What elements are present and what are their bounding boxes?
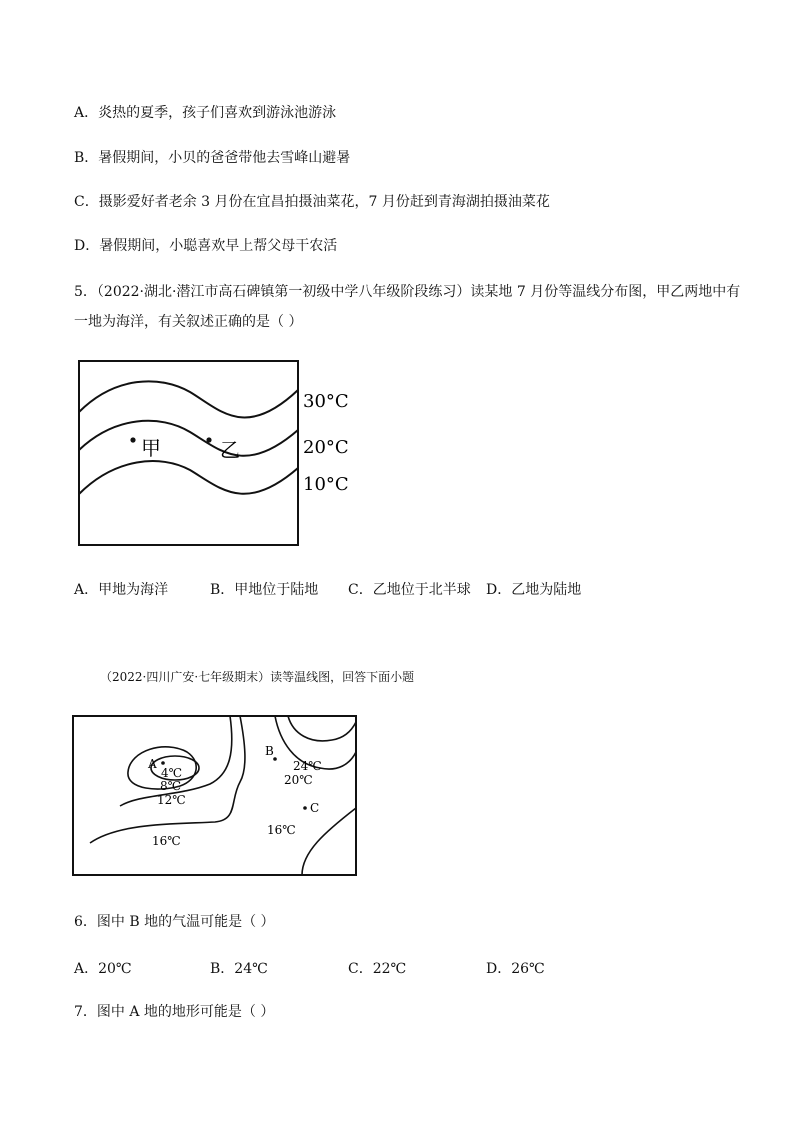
- q4-option-d: D．暑假期间，小聪喜欢早上帮父母干农活: [74, 238, 338, 254]
- group-isotherm-16-east: [302, 808, 356, 875]
- group-intro: （2022·四川广安·七年级期末）读等温线图，回答下面小题: [100, 670, 415, 684]
- group-label-16-west: 16℃: [152, 834, 181, 848]
- group-label-12: 12℃: [157, 793, 186, 807]
- group-point-c-label: C: [310, 801, 320, 815]
- group-label-24: 24℃: [293, 759, 322, 773]
- group-isotherm-24: [288, 716, 356, 741]
- q5-stem-line2: 一地为海洋，有关叙述正确的是（ ）: [74, 314, 303, 330]
- q5-point-yi-label: 乙: [220, 438, 240, 462]
- q4-option-c: C．摄影爱好者老余 3 月份在宜昌拍摄油菜花，7 月份赶到青海湖拍摄油菜花: [74, 194, 550, 210]
- q6-option-d: D．26℃: [486, 961, 545, 977]
- q5-isotherm-20: [79, 421, 298, 456]
- q4-option-a: A．炎热的夏季，孩子们喜欢到游泳池游泳: [74, 105, 337, 121]
- q6-option-b: B．24℃: [210, 961, 268, 977]
- q4-option-b: B．暑假期间，小贝的爸爸带他去雪峰山避暑: [74, 150, 351, 166]
- q5-option-d: D．乙地为陆地: [486, 582, 582, 598]
- q5-point-jia-label: 甲: [141, 436, 161, 460]
- q6-option-a: A．20℃: [74, 961, 132, 977]
- q5-stem-line1: 5．（2022·湖北·潜江市高石碑镇第一初级中学八年级阶段练习）读某地 7 月份等温线分布图，甲乙两地中有: [74, 284, 741, 300]
- q6-option-c: C．22℃: [348, 961, 407, 977]
- group-point-b-label: B: [265, 744, 274, 758]
- q7-stem: 7．图中 A 地的地形可能是（ ）: [74, 1004, 275, 1020]
- q5-option-c: C．乙地位于北半球: [348, 582, 471, 598]
- q5-isotherm-10: [79, 461, 298, 494]
- q5-option-a: A．甲地为海洋: [74, 582, 169, 598]
- group-label-16-east: 16℃: [267, 823, 296, 837]
- q5-isotherm-30: [79, 381, 298, 417]
- q5-point-yi-dot: [206, 437, 211, 442]
- q5-isotherm-figure: [70, 350, 360, 550]
- group-point-a-label: A: [148, 757, 157, 771]
- group-isotherm-figure: [70, 712, 360, 878]
- q5-point-jia-dot: [130, 437, 135, 442]
- group-point-a-dot: [161, 761, 165, 765]
- q5-label-10: 10°C: [303, 474, 349, 495]
- group-label-20: 20℃: [284, 773, 313, 787]
- q5-label-30: 30°C: [303, 391, 349, 412]
- group-label-4: 4℃: [161, 766, 183, 780]
- group-label-8: 8℃: [160, 779, 182, 793]
- q5-label-20: 20°C: [303, 437, 349, 458]
- q5-option-b: B．甲地位于陆地: [210, 582, 319, 598]
- group-point-c-dot: [303, 806, 307, 810]
- q6-stem: 6．图中 B 地的气温可能是（ ）: [74, 914, 275, 930]
